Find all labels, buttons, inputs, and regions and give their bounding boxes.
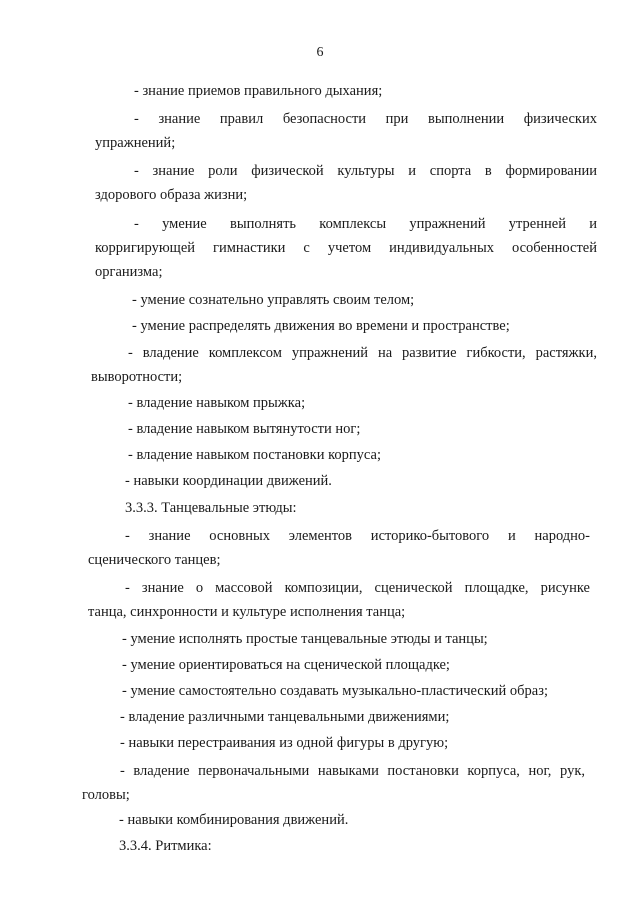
text-line: - владение навыком постановки корпуса; [128, 447, 381, 463]
text-line: - умение выполнять комплексы упражнений утренней и [134, 216, 597, 232]
text-line: - знание о массовой композиции, сценической площадке, рисунке [125, 580, 590, 596]
text-line: танца, синхронности и культуре исполнения танца; [88, 604, 406, 620]
text-line: - владение навыком вытянутости ног; [128, 421, 361, 437]
text-line: - навыки комбинирования движений. [119, 812, 349, 828]
text-line: - знание приемов правильного дыхания; [134, 83, 383, 99]
text-line: - навыки перестраивания из одной фигуры в другую; [120, 735, 449, 751]
text-line: - навыки координации движений. [125, 473, 332, 489]
text-line: выворотности; [91, 369, 183, 385]
text-line: - знание основных элементов историко-бытового и народно- [125, 528, 590, 544]
text-line: - умение самостоятельно создавать музыкально-пластический образ; [122, 683, 548, 699]
text-line: - умение ориентироваться на сценической площадке; [122, 657, 450, 673]
text-line: головы; [82, 787, 130, 803]
text-line: - владение комплексом упражнений на развитие гибкости, растяжки, [128, 345, 597, 361]
text-line: - владение навыком прыжка; [128, 395, 306, 411]
text-line: - знание правил безопасности при выполнении физических [134, 111, 597, 127]
text-line: корригирующей гимнастики с учетом индивидуальных особенностей [95, 240, 597, 256]
text-line: - умение исполнять простые танцевальные этюды и танцы; [122, 631, 488, 647]
text-line: - умение распределять движения во времени и пространстве; [132, 318, 510, 334]
text-line: организма; [95, 264, 163, 280]
text-line: - владение различными танцевальными движениями; [120, 709, 450, 725]
text-line: - умение сознательно управлять своим телом; [132, 292, 415, 308]
text-line: - владение первоначальными навыками постановки корпуса, ног, рук, [120, 763, 585, 779]
text-line: здорового образа жизни; [95, 187, 248, 203]
section-heading: 3.3.3. Танцевальные этюды: [125, 500, 297, 516]
section-heading: 3.3.4. Ритмика: [119, 838, 212, 854]
text-line: сценического танцев; [88, 552, 221, 568]
text-line: упражнений; [95, 135, 176, 151]
text-line: - знание роли физической культуры и спорта в формировании [134, 163, 597, 179]
page-number: 6 [316, 45, 324, 60]
